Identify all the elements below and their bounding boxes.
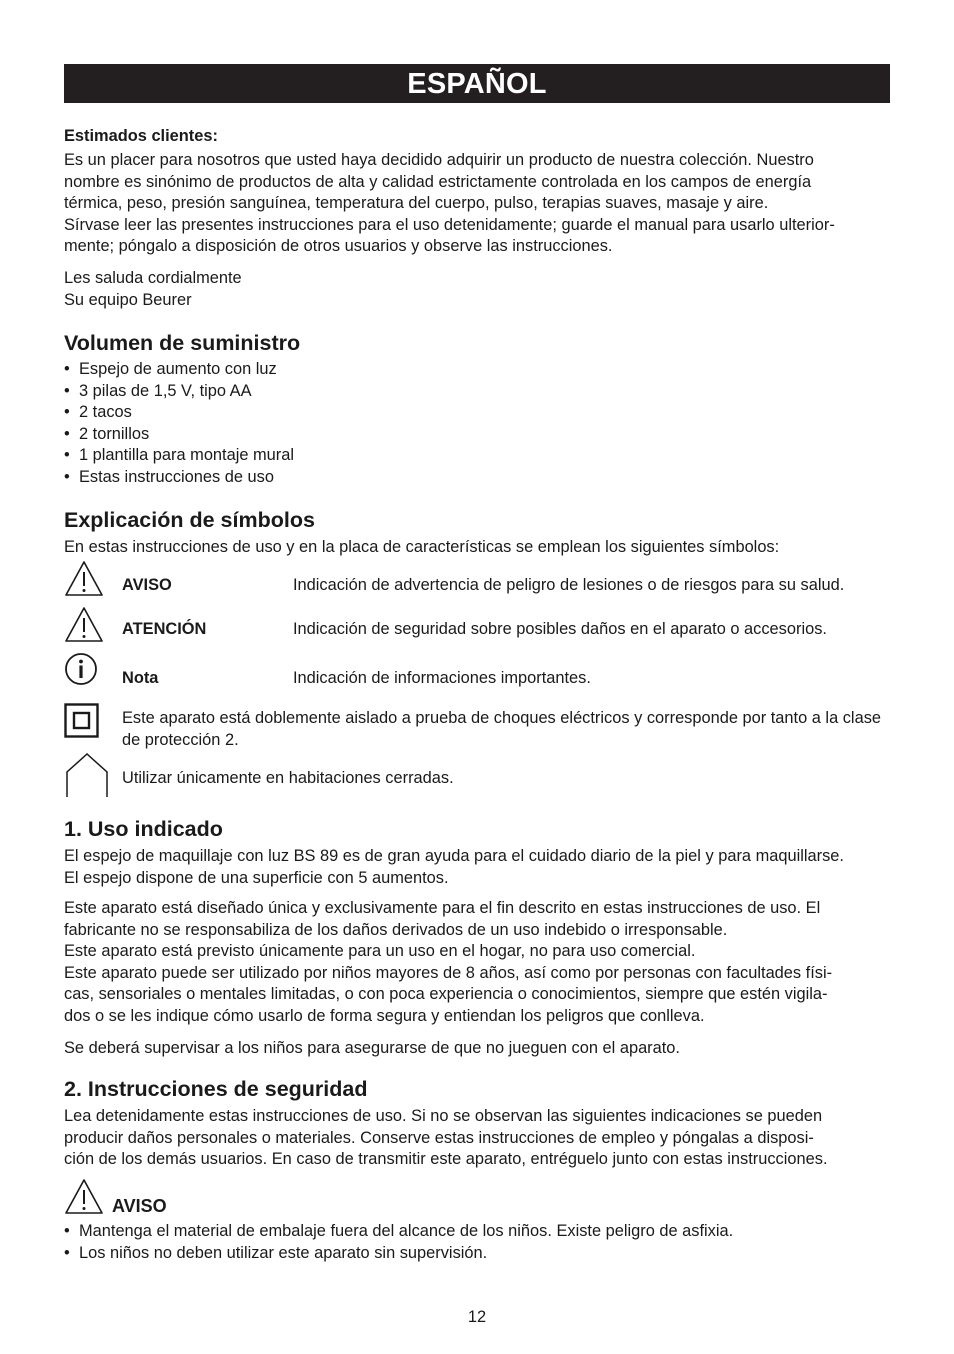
symbol-description: Indicación de advertencia de peligro de lesiones o de riesgos para su salud. — [293, 576, 845, 594]
symbol-label: Nota — [122, 669, 159, 687]
warning-triangle-icon — [64, 560, 104, 603]
symbol-label: AVISO — [122, 576, 172, 594]
page-number: 12 — [467, 1308, 487, 1326]
intro-paragraph-1: Es un placer para nosotros que usted haya decidido adquirir un producto de nuestra colección. Nuestro nombre es sinónimo de productos de alta y calidad estrictamente controlada en los campos de energía térmica, peso, presión sanguínea, temperatura del cuerpo, pulso, terapias suaves, masaje y aire. Sírvase leer las presentes instrucciones para el uso detenidamente; guarde el manual para usarlo ulterior- mente; póngalo a disposición de otros usuarios y observe las instrucciones. — [64, 151, 835, 256]
language-banner: ESPAÑOL — [64, 64, 890, 103]
list-item: • 3 pilas de 1,5 V, tipo AA — [64, 381, 890, 403]
safety-heading: 2. Instrucciones de seguridad — [64, 1077, 368, 1101]
use-heading: 1. Uso indicado — [64, 817, 223, 841]
closing-line-1: Les saluda cordialmente — [64, 269, 242, 287]
closing-line-2: Su equipo Beurer — [64, 291, 192, 309]
list-item: • 2 tacos — [64, 402, 890, 424]
greeting: Estimados clientes: — [64, 127, 218, 145]
list-item: • Los niños no deben utilizar este aparato sin supervisión. — [64, 1243, 890, 1265]
list-item: • Espejo de aumento con luz — [64, 359, 890, 381]
symbol-description: Indicación de seguridad sobre posibles daños en el aparato o accesorios. — [293, 620, 827, 638]
supply-heading: Volumen de suministro — [64, 331, 301, 355]
warning-triangle-icon — [64, 1178, 104, 1221]
safety-list — [64, 1221, 890, 1264]
list-item: • 2 tornillos — [64, 424, 890, 446]
symbol-label: ATENCIÓN — [122, 620, 207, 638]
use-paragraph-3: Este aparato está previsto únicamente para un uso en el hogar, no para uso comercial. — [64, 942, 696, 961]
use-paragraph-1: El espejo de maquillaje con luz BS 89 es de gran ayuda para el cuidado diario de la piel y para maquillarse. El espejo dispone de una superficie con 5 aumentos. — [64, 847, 844, 887]
indoor-house-icon — [64, 751, 110, 804]
list-item: • Mantenga el material de embalaje fuera del alcance de los niños. Existe peligro de asfixia. — [64, 1221, 890, 1243]
supply-list — [64, 359, 890, 489]
manual-page — [64, 64, 890, 1262]
symbols-intro: En estas instrucciones de uso y en la placa de características se emplean los siguientes símbolos: — [64, 538, 780, 556]
use-paragraph-2: Este aparato está diseñado única y exclusivamente para el fin descrito en estas instrucciones de uso. El fabricante no se responsabiliza de los daños derivados de un uso indebido o irresponsable. Este aparato está previsto únicamente para un uso en el hogar, no para uso comercial. Este aparato puede ser utilizado por niños mayores de 8 años, así como por personas con facultades físi- cas, sensoriales o mentales limitadas, o con poca experiencia o conocimientos, siempre que estén vigila- dos o se les indique cómo usarlo de forma segura y entiendan los peligros que conlleva. — [64, 899, 833, 1025]
list-item: • 1 plantilla para montaje mural — [64, 445, 890, 467]
safety-paragraph: Lea detenidamente estas instrucciones de uso. Si no se observan las siguientes indicaciones se pueden producir daños personales o materiales. Conserve estas instrucciones de empleo y póngalas a disposi- ción de los demás usuarios. En caso de transmitir este aparato, entréguelo junto con estas instrucciones. — [64, 1107, 828, 1169]
symbol-description: Indicación de informaciones importantes. — [293, 669, 591, 687]
symbol-description: Este aparato está doblemente aislado a prueba de choques eléctricos y corresponde por tanto a la clase de protección 2. — [122, 709, 882, 749]
list-item: • Estas instrucciones de uso — [64, 467, 890, 489]
warning-label: AVISO — [112, 1196, 167, 1216]
symbol-description: Utilizar únicamente en habitaciones cerradas. — [122, 769, 454, 787]
info-circle-icon — [64, 652, 100, 693]
warning-triangle-icon — [64, 606, 104, 649]
symbols-heading: Explicación de símbolos — [64, 508, 315, 532]
double-insulation-icon — [64, 703, 100, 744]
use-paragraph-5: Se deberá supervisar a los niños para asegurarse de que no jueguen con el aparato. — [64, 1039, 680, 1057]
